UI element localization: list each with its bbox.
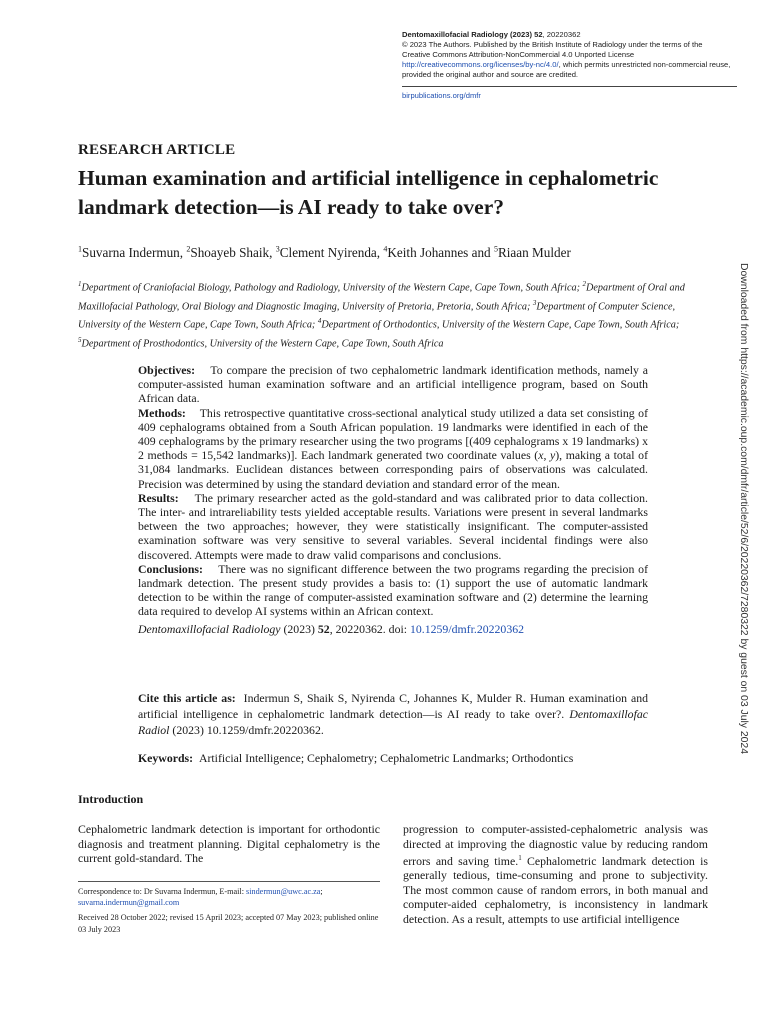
author: $^5$Riaan Mulder [493,245,571,261]
license-text-end: , which permits unrestricted non-commercial reuse, provided the original author and source are credited. [402,60,731,79]
cite-this-article: Cite this article as: Indermun S, Shaik S, Nyirenda C, Johannes K, Mulder R. Human examination and artificial intelligence in cephalometric landmark detection—is AI ready to take over?. Dentomaxillofac Radiol (2023) 10.1259/dmfr.20220362. [138,691,648,737]
affiliation: Department of Oral and Maxillofacial Pathology, Oral Biology and Diagnostic Imaging, University of Pretoria, Pretoria, South Africa; [78,282,685,312]
journal-header [402,30,732,101]
abstract-methods: Methods: This retrospective quantitative cross-sectional analytical study utilized a data set consisting of 409 cephalograms obtained from a South African population. 19 landmarks were identified in each of the 409 cephalograms by the primary researcher using the two programs [(409 cephalograms x 19 landmarks) x 2 methods = 15,542 landmarks)]. Each landmark generated two coordinate values (x, y), making a total of 31,084 landmarks. Euclidean distances between corresponding pairs of observations was calculated. Precision was determined by using the standard deviation and standard error of the mean. [138,405,649,491]
journal-volume: 52 [534,30,543,39]
article-type: RESEARCH ARTICLE [78,142,236,158]
affiliation: Department of Craniofacial Biology, Pathology and Radiology, University of the Western Cape, Cape Town, South Africa; [81,282,580,294]
author: $^2$Shoayeb Shaik, [186,245,276,261]
keywords: Keywords: Artificial Intelligence; Cephalometry; Cephalometric Landmarks; Orthodontics [138,751,574,765]
journal-citation-line [402,30,732,40]
introduction-heading: Introduction [78,792,144,806]
author: $^1$Suvarna Indermun, [78,245,187,261]
download-notice: Downloaded from https://academic.oup.com/dmfr/article/52/6/20220362/7280322 by guest on 03 July 2024 [738,263,749,754]
abstract [138,363,648,636]
abstract-conclusions: Conclusions: There was no significant difference between the two programs regarding the precision of landmark detection. The present study provides a basis to: (1) support the use of automatic landmark detection to be within the range of computer-assisted examination software and (2) determine the learning data required to develop AI systems within an African context. [138,561,649,619]
header-divider [402,86,737,87]
footnote-divider [78,881,380,882]
intro-left-column: Cephalometric landmark detection is important for orthodontic diagnosis and treatment planning. Digital cephalometry is the current gold-standard. The [78,822,380,865]
license-notice [402,40,732,80]
intro-right-column: progression to computer-assisted-cephalometric analysis was directed at improving the diagnostic value by reducing random errors and saving time.$^1$ Cephalometric landmark detection is generally tedious, time-consuming and prone to subjectivity. The most common cause of random errors, in both manual and computer-aided cephalometry, is inconsistency in landmark detection. As a result, attempts to use artificial intelligence [403,822,709,926]
journal-article-number: , 20220362 [542,30,581,39]
article-title: Human examination and artificial intelligence in cephalometric landmark detection—is AI ready to take over? [78,166,659,219]
reference-marker[interactable]: 1 [518,854,522,862]
affiliation: Department of Prosthodontics, University of the Western Cape, Cape Town, South Africa [81,338,444,350]
abstract-objectives: Objectives: To compare the precision of two cephalometric landmark identification methods, namely a computer-assisted human examination software and an artificial intelligence program, based on South African data. [138,363,649,406]
abstract-citation: Dentomaxillofacial Radiology (2023) 52, 20220362. doi: 10.1259/dmfr.20220362 [138,621,525,636]
author: $^4$Keith Johannes and [383,245,494,261]
author: $^3$Clement Nyirenda, [275,245,384,261]
affiliation: Department of Orthodontics, University of the Western Cape, Cape Town, South Africa; [321,319,680,331]
author-list [78,245,718,261]
abstract-results: Results: The primary researcher acted as the gold-standard and was calibrated prior to data collection. The inter- and intrareliability tests yielded acceptable results. Variations were present in several landmarks between the two approaches; however, they were statistically insignificant. The computer-assisted examination software was very sensitive to several variables. Several incidental findings were also discovered. Attempts were made to draw valid comparisons and conclusions. [138,490,648,562]
publication-dates: Received 28 October 2022; revised 15 April 2023; accepted 07 May 2023; published online 03 July 2023 [78,913,379,934]
license-text: © 2023 The Authors. Published by the British Institute of Radiology under the terms of the Creative Commons Attribution-NonCommercial 4.0 Unported License [402,40,703,59]
affiliations: $^1$Department of Craniofacial Biology, Pathology and Radiology, University of the Western Cape, Cape Town, South Africa; $^2$Department of Oral and Maxillofacial Pathology, Oral Biology and Diagnostic Imaging, University of Pretoria, Pretoria, South Africa; $^3$Department of Computer Science, University of the Western Cape, Cape Town, South Africa; $^4$Department of Orthodontics, University of the Western Cape, Cape Town, South Africa; $^5$Department of Prosthodontics, University of the Western Cape, Cape Town, South Africa [78,280,685,350]
doi-link[interactable]: 10.1259/dmfr.20220362 [409,621,525,636]
footnotes [78,881,380,939]
journal-name: Dentomaxillofacial Radiology (2023) [402,30,535,39]
license-link[interactable]: http://creativecommons.org/licenses/by-nc/4.0/ [402,60,559,69]
affiliation: Department of Computer Science, University of the Western Cape, Cape Town, South Africa; [78,300,676,331]
email-link[interactable]: suvarna.indermun@gmail.com [78,898,180,908]
correspondence: Correspondence to: Dr Suvarna Indermun, E-mail: sindermun@uwc.ac.za; suvarna.indermun@gmail.com [78,887,323,908]
journal-site-link[interactable]: birpublications.org/dmfr [402,91,481,100]
email-link[interactable]: sindermun@uwc.ac.za [246,887,321,896]
